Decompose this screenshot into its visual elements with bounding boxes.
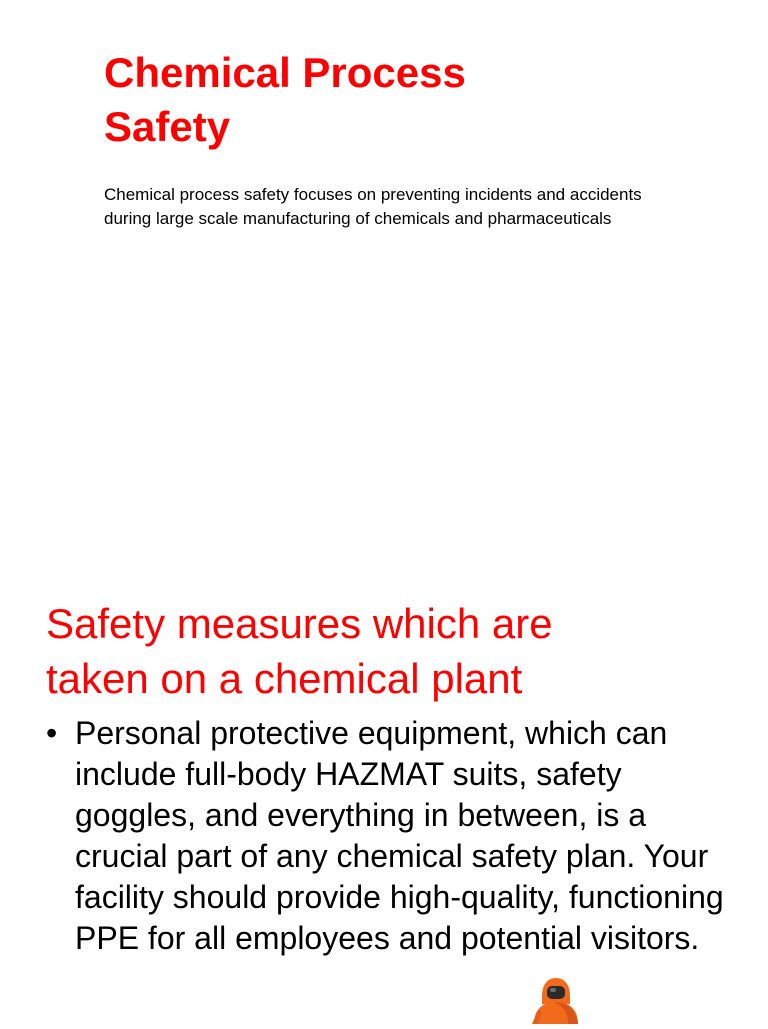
hazmat-suit-icon <box>528 974 584 1024</box>
slide-1-title <box>104 46 664 154</box>
slide-1-title-line-1: Chemical Process <box>104 49 466 96</box>
slide-2-title-line-2: taken on a chemical plant <box>46 655 523 702</box>
slide-2-title <box>46 596 726 706</box>
slide-2-title-line-1: Safety measures which are <box>46 600 553 647</box>
slide-1-title-line-2: Safety <box>104 103 231 150</box>
bullet-text: Personal protective equipment, which can include full-body HAZMAT suits, safety goggles, and everything in between, is a crucial part of any chemical safety plan. Your facility should provide high-quality, functioning PPE for all employees and potential visitors. <box>75 715 724 956</box>
slide-2 <box>0 560 768 1024</box>
bullet-list <box>46 713 746 959</box>
bullet-marker: • <box>46 715 58 751</box>
bullet-item <box>46 713 746 959</box>
slide-1-subtitle: Chemical process safety focuses on preventing incidents and accidents during large scale manufacturing of chemicals and pharmaceuticals <box>104 185 642 228</box>
